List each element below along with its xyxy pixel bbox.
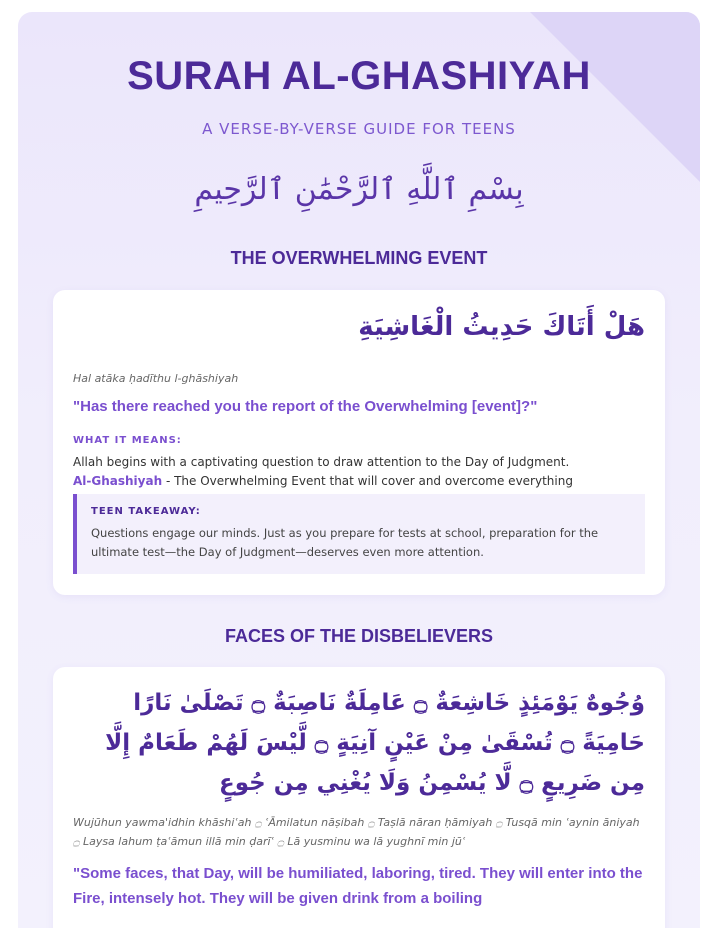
verse-transliteration: Hal atāka ḥadīthu l-ghāshiyah: [73, 372, 239, 385]
section-heading-faces-of-disbelievers: FACES OF THE DISBELIEVERS: [224, 626, 494, 646]
teen-takeaway-text: Questions engage our minds. Just as you prepare for tests at school, preparation for the ultimate test—the Day of Judgment—deserves even more attention.: [91, 526, 599, 559]
verse-arabic: وُجُوهٌ يَوْمَئِذٍ خَاشِعَةٌ ۝ عَامِلَةٌ نَاصِبَةٌ ۝ تَصْلَىٰ نَارًا حَامِيَةً ۝ تُسْقَىٰ مِنْ عَيْنٍ آنِيَةٍ ۝ لَّيْسَ لَهُمْ طَعَامٌ إِلَّا مِن ضَرِيعٍ ۝ لَّا يُسْمِنُ وَلَا يُغْنِي مِن جُوعٍ: [105, 690, 645, 796]
page-title: SURAH AL-GHASHIYAH: [127, 54, 591, 98]
page-background: [18, 12, 700, 928]
meaning-text: [73, 453, 573, 491]
section-heading-overwhelming-event: THE OVERWHELMING EVENT: [230, 248, 488, 268]
teen-takeaway-label: TEEN TAKEAWAY:: [91, 506, 201, 517]
meaning-definition: - The Overwhelming Event that will cover and overcome everything: [162, 474, 573, 488]
verse-arabic: هَلْ أَتَاكَ حَدِيثُ الْغَاشِيَةِ: [358, 312, 645, 342]
verse-card-1: [53, 290, 665, 595]
verse-translation: "Some faces, that Day, will be humiliated, laboring, tired. They will enter into the Fire, intensely hot. They will be given drink from a boiling: [73, 865, 643, 907]
verse-translation: "Has there reached you the report of the Overwhelming [event]?": [73, 398, 538, 415]
basmala-calligraphy: بِسْمِ ٱللَّهِ ٱلرَّحْمَٰنِ ٱلرَّحِيمِ: [194, 172, 524, 207]
page-subtitle: A VERSE-BY-VERSE GUIDE FOR TEENS: [202, 120, 516, 138]
what-it-means-label: WHAT IT MEANS:: [73, 435, 182, 446]
verse-transliteration: Wujūhun yawma'idhin khāshiʿah ۝ ʿĀmilatun nāṣibah ۝ Taṣlā nāran ḥāmiyah ۝ Tusqā min ʿaynin āniyah ۝ Laysa lahum ṭaʿāmun illā min ḍarīʿ ۝ Lā yusminu wa lā yughnī min jūʿ: [73, 816, 640, 848]
meaning-term: Al-Ghashiyah: [73, 474, 163, 488]
meaning-line: [73, 472, 573, 491]
verse-card-2: [53, 667, 665, 928]
meaning-line: Allah begins with a captivating question to draw attention to the Day of Judgment.: [73, 455, 570, 469]
teen-takeaway-box: [73, 494, 645, 574]
